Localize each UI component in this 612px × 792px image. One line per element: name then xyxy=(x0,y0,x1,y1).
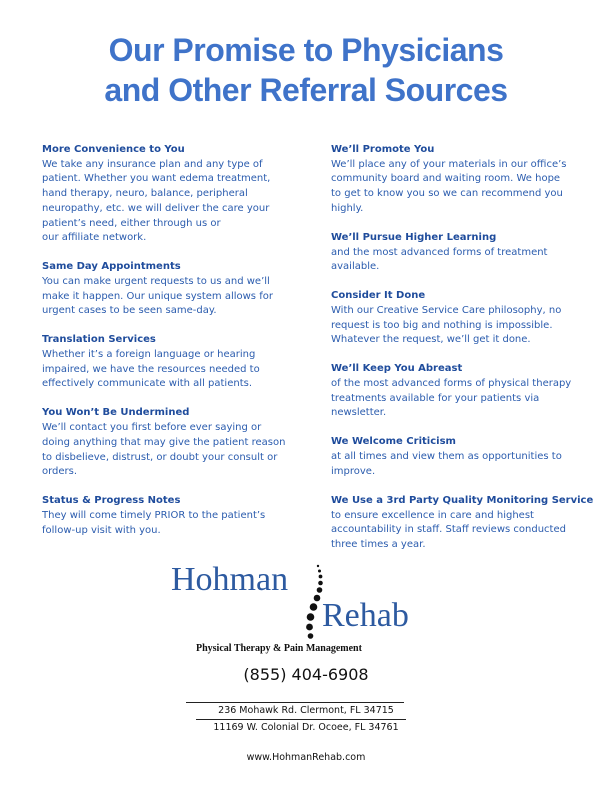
logo-word-hohman: Hohman xyxy=(171,561,289,598)
phone-number: (855) 404-6908 xyxy=(243,665,369,684)
section-heading: Same Day Appointments xyxy=(42,261,181,273)
section-text-line: We’ll place any of your materials in our office’s xyxy=(331,158,567,170)
promise-section xyxy=(42,406,304,480)
section-text-line: effectively communicate with all patients. xyxy=(42,378,252,390)
section-heading: We Use a 3rd Party Quality Monitoring Service xyxy=(331,494,594,506)
page-title-line-2: and Other Referral Sources xyxy=(104,72,508,108)
section-text-line: to ensure excellence in care and highest xyxy=(331,509,534,521)
section-text-line: impaired, we have the resources needed to xyxy=(42,363,260,375)
promise-section xyxy=(42,260,304,319)
address-divider-middle xyxy=(196,719,406,720)
section-text-line: We’ll contact you first before ever saying or xyxy=(42,422,262,434)
logo-word-rehab: Rehab xyxy=(322,597,409,634)
section-text-line: accountability in staff. Staff reviews conducted xyxy=(331,524,566,536)
section-text-line: hand therapy, neuro, balance, peripheral xyxy=(42,188,248,200)
right-column xyxy=(331,143,594,567)
section-text-line: Whether it’s a foreign language or hearing xyxy=(42,349,256,361)
section-text-line: orders. xyxy=(42,466,78,478)
promise-section xyxy=(42,143,304,246)
section-heading: More Convenience to You xyxy=(42,144,185,155)
section-heading: We Welcome Criticism xyxy=(331,436,456,448)
address-ocoee: 11169 W. Colonial Dr. Ocoee, FL 34761 xyxy=(213,722,399,733)
section-text-line: of the most advanced forms of physical therapy xyxy=(331,378,572,390)
address-divider-top xyxy=(186,702,404,703)
section-heading: We’ll Pursue Higher Learning xyxy=(331,231,497,243)
page-title-line-1: Our Promise to Physicians xyxy=(108,32,504,68)
section-text-line: to get to know you so we can recommend you xyxy=(331,188,563,200)
section-text-line: We take any insurance plan and any type of xyxy=(42,158,263,170)
section-text-line: patient. Whether you want edema treatment, xyxy=(42,173,271,185)
promise-section xyxy=(331,435,575,479)
section-text-line: With our Creative Service Care philosophy, no xyxy=(331,304,562,316)
left-column xyxy=(42,143,304,553)
spine-dots-icon xyxy=(296,562,336,642)
section-heading: We’ll Promote You xyxy=(331,144,435,155)
section-text-line: newsletter. xyxy=(331,407,387,419)
promise-section xyxy=(331,231,575,275)
logo-tagline: Physical Therapy & Pain Management xyxy=(196,643,362,654)
section-text-line: at all times and view them as opportunities to xyxy=(331,451,562,463)
section-text-line: doing anything that may give the patient reason xyxy=(42,436,286,448)
section-text-line: to disbelieve, distrust, or doubt your consult or xyxy=(42,451,278,463)
section-text-line: improve. xyxy=(331,465,376,477)
promise-section xyxy=(331,143,575,217)
address-clermont: 236 Mohawk Rd. Clermont, FL 34715 xyxy=(218,705,394,716)
section-heading: Translation Services xyxy=(42,334,156,346)
promise-section xyxy=(42,333,304,392)
section-heading: You Won’t Be Undermined xyxy=(42,407,190,419)
section-text-line: community board and waiting room. We hope xyxy=(331,173,561,185)
page-title xyxy=(0,30,612,110)
section-text-line: urgent cases to be seen same-day. xyxy=(42,305,217,317)
section-text-line: our affiliate network. xyxy=(42,232,147,244)
section-text-line: three times a year. xyxy=(331,538,426,550)
promise-section xyxy=(331,494,594,553)
section-heading: We’ll Keep You Abreast xyxy=(331,363,463,375)
section-text-line: request is too big and nothing is impossible. xyxy=(331,319,553,331)
promise-section xyxy=(331,362,575,421)
section-text-line: treatments available for your patients via xyxy=(331,392,540,404)
promise-section xyxy=(331,289,575,348)
promise-section xyxy=(42,494,304,538)
section-heading: Consider It Done xyxy=(331,290,426,302)
section-text-line: You can make urgent requests to us and we’ll xyxy=(42,275,270,287)
section-heading: Status & Progress Notes xyxy=(42,495,181,507)
section-text-line: highly. xyxy=(331,202,364,214)
section-text-line: available. xyxy=(331,261,380,273)
section-text-line: neuropathy, etc. we will deliver the care your xyxy=(42,202,270,214)
section-text-line: Whatever the request, we’ll get it done. xyxy=(331,334,531,346)
section-text-line: and the most advanced forms of treatment xyxy=(331,246,548,258)
section-text-line: follow-up visit with you. xyxy=(42,524,161,536)
section-text-line: They will come timely PRIOR to the patient’s xyxy=(42,509,266,521)
website-url: www.HohmanRehab.com xyxy=(246,752,366,763)
section-text-line: patient’s need, either through us or xyxy=(42,217,221,229)
section-text-line: make it happen. Our unique system allows for xyxy=(42,290,273,302)
